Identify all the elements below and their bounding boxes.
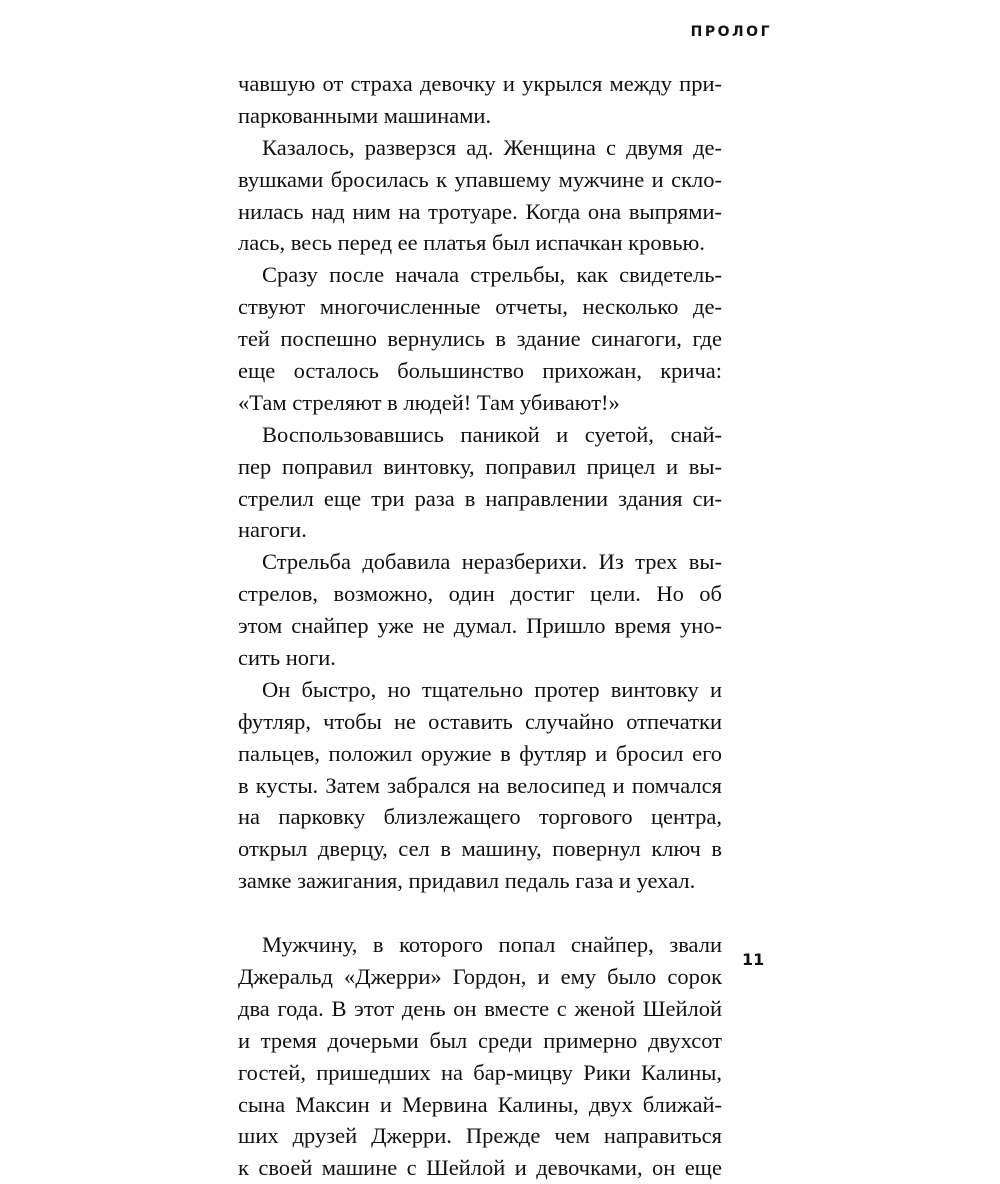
text-line: ствуют многочисленные отчеты, несколько де-: [238, 294, 722, 320]
text-line: открыл дверцу, сел в машину, повернул ключ в: [238, 836, 722, 862]
page-number: 11: [742, 950, 765, 969]
text-line: пальцев, положил оружие в футляр и бросил его: [238, 740, 722, 766]
running-head: ПРОЛОГ: [690, 24, 772, 40]
text-line: сына Максин и Мервина Калины, двух ближай-: [238, 1091, 722, 1117]
text-line: Воспользовавшись паникой и суетой, снай-: [262, 421, 722, 447]
text-line: еще осталось большинство прихожан, крича:: [238, 358, 722, 384]
text-line: «Там стреляют в людей! Там убивают!»: [238, 389, 620, 415]
text-line: Мужчину, в которого попал снайпер, звали: [262, 932, 722, 958]
text-line: на парковку близлежащего торгового центра,: [238, 804, 722, 830]
text-line: два года. В этот день он вместе с женой Шейлой: [238, 995, 722, 1021]
text-line: к своей машине с Шейлой и девочками, он еще: [238, 1155, 722, 1181]
text-line: лась, весь перед ее платья был испачкан кровью.: [238, 230, 705, 256]
text-line: стрелил еще три раза в направлении здания си-: [238, 485, 722, 511]
text-line: паркованными машинами.: [238, 102, 492, 128]
text-line: сить ноги.: [238, 645, 336, 671]
paragraph: [238, 68, 722, 132]
text-line: и тремя дочерьми был среди примерно двухсот: [238, 1027, 722, 1053]
text-line: замке зажигания, придавил педаль газа и уехал.: [238, 868, 696, 894]
paragraph: [238, 419, 722, 547]
text-line: чавшую от страха девочку и укрылся между при-: [238, 71, 722, 96]
paragraph: [238, 546, 722, 674]
text-line: Джеральд «Джерри» Гордон, и ему было сорок: [238, 963, 722, 989]
text-line: в кусты. Затем забрался на велосипед и помчался: [238, 772, 722, 798]
paragraph: [238, 674, 722, 897]
text-line: ших друзей Джерри. Прежде чем направиться: [238, 1123, 722, 1149]
text-line: футляр, чтобы не оставить случайно отпечатки: [238, 708, 722, 734]
text-line: Стрельба добавила неразберихи. Из трех вы-: [262, 549, 722, 575]
section-break: [238, 897, 722, 929]
text-line: Сразу после начала стрельбы, как свидетель-: [262, 262, 722, 288]
paragraph: [238, 132, 722, 260]
body-text: [238, 68, 722, 1184]
paragraph: [238, 259, 722, 418]
text-line: пер поправил винтовку, поправил прицел и вы-: [238, 453, 722, 479]
text-line: этом снайпер уже не думал. Пришло время уно-: [238, 613, 722, 639]
text-line: Казалось, разверзся ад. Женщина с двумя де-: [262, 134, 722, 160]
text-line: вушками бросилась к упавшему мужчине и скло-: [238, 166, 722, 192]
text-line: стрелов, возможно, один достиг цели. Но об: [238, 581, 722, 607]
paragraph: [238, 929, 722, 1184]
text-line: нилась над ним на тротуаре. Когда она выпрями-: [238, 198, 722, 224]
text-line: Он быстро, но тщательно протер винтовку и: [262, 676, 722, 702]
text-line: гостей, пришедших на бар-мицву Рики Калины,: [238, 1059, 722, 1085]
text-line: нагоги.: [238, 517, 307, 543]
text-line: тей поспешно вернулись в здание синагоги, где: [238, 326, 722, 352]
